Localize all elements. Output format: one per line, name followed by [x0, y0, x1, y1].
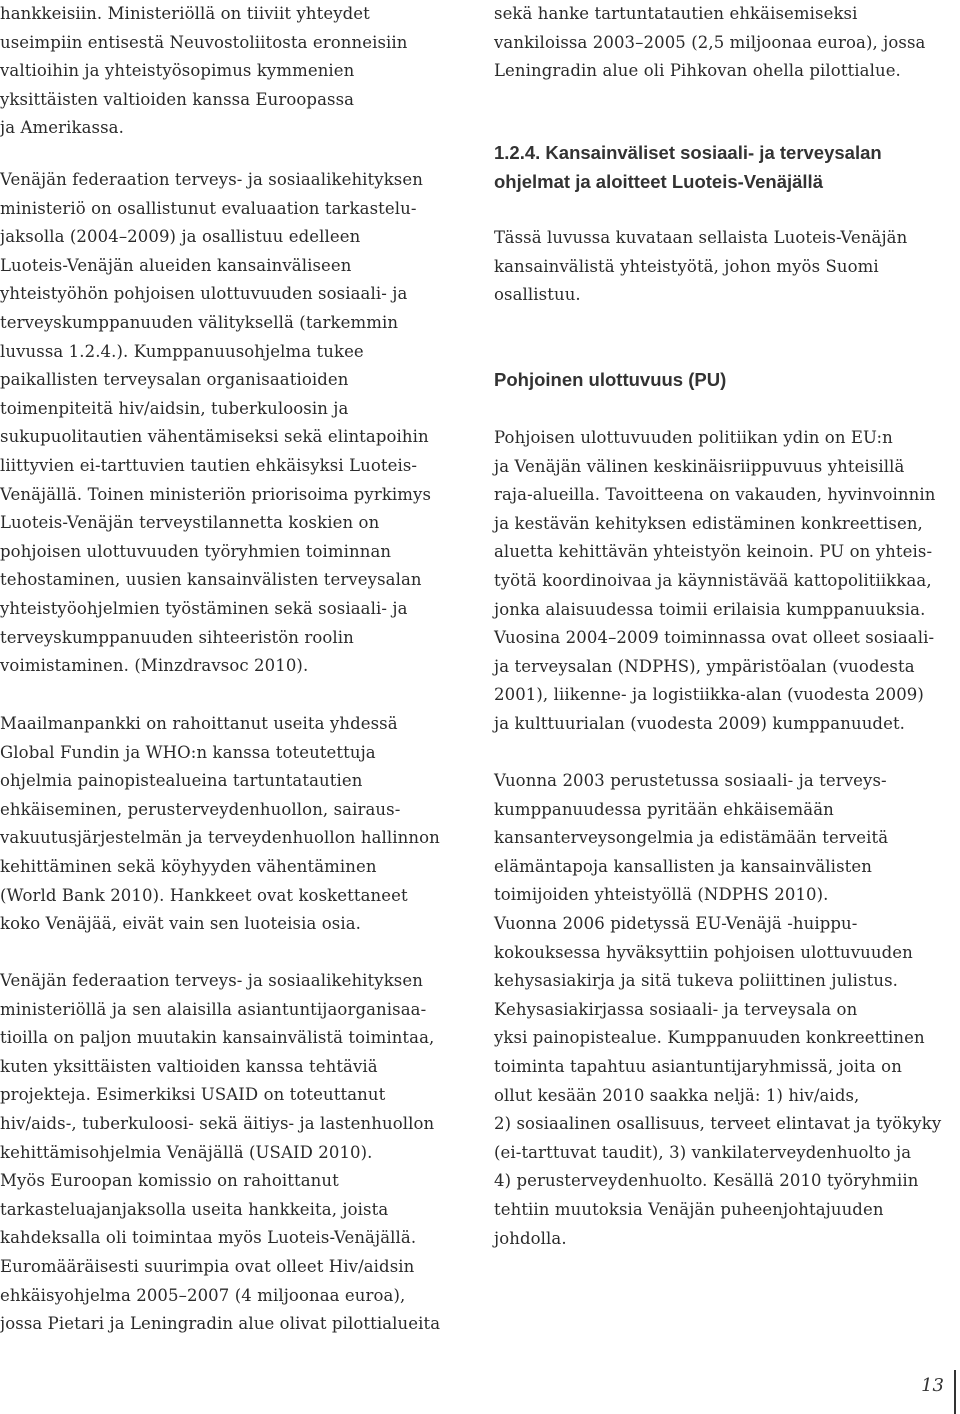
paragraph [0, 166, 431, 681]
text-line: johdolla. [494, 1228, 567, 1248]
text-line: terveyskumppanuuden sihteeristön roolin [0, 627, 354, 647]
paragraph [0, 710, 440, 939]
text-line: Global Fundin ja WHO:n kanssa toteutettuja [0, 742, 376, 762]
text-line: tehtiin muutoksia Venäjän puheenjohtajuuden [494, 1199, 884, 1219]
text-line: Vuonna 2003 perustetussa sosiaali- ja terveys- [494, 771, 887, 790]
text-line: toimenpiteitä hiv/aidsin, tuberkuloosin ja [0, 398, 349, 418]
text-line: jossa Pietari ja Leningradin alue olivat pilottialueita [0, 1314, 441, 1334]
text-line: Vuosina 2004–2009 toiminnassa ovat olleet sosiaali- [494, 628, 935, 648]
text-line: sekä hanke tartuntatautien ehkäisemiseksi [494, 4, 858, 23]
text-line: Vuonna 2006 pidetyssä EU-Venäjä -huippu- [494, 913, 858, 933]
text-line: sukupuolitautien vähentämiseksi sekä elintapoihin [0, 427, 429, 447]
text-line: Myös Euroopan komissio on rahoittanut [0, 1171, 339, 1191]
text-line: Venäjän federaation terveys- ja sosiaalikehityksen [0, 170, 423, 189]
text-line: kansanterveysongelmia ja edistämään terveitä [494, 828, 889, 848]
text-line: aluetta kehittävän yhteistyön keinoin. PU on yhteis- [494, 542, 933, 562]
text-line: ohjelmia painopistealueina tartuntatautien [0, 771, 363, 791]
text-line: hiv/aids-, tuberkuloosi- sekä äitiys- ja lastenhuollon [0, 1113, 435, 1133]
text-line: vankiloissa 2003–2005 (2,5 miljoonaa euroa), jossa [494, 32, 926, 52]
text-line: 4) perusterveydenhuolto. Kesällä 2010 työryhmiin [494, 1171, 919, 1191]
text-line: ministeriö on osallistunut evaluaation tarkastelu- [0, 198, 417, 218]
text-line: ehkäisyohjelma 2005–2007 (4 miljoonaa euroa), [0, 1285, 406, 1305]
text-line: koko Venäjää, eivät vain sen luoteisia osia. [0, 914, 362, 934]
text-line: kuten yksittäisten valtioiden kanssa tehtäviä [0, 1056, 378, 1076]
text-line: ja kestävän kehityksen edistäminen konkreettisen, [494, 513, 923, 533]
text-line: ja Amerikassa. [0, 118, 124, 138]
paragraph [494, 0, 926, 86]
text-line: toiminta tapahtuu asiantuntijaryhmissä, joita on [494, 1056, 902, 1076]
text-line: yhteistyöohjelmien työstäminen sekä sosiaali- ja [0, 598, 408, 618]
section-heading [494, 366, 726, 395]
text-line: jonka alaisuudessa toimii erilaisia kumppanuuksia. [494, 599, 926, 619]
text-line: Venäjällä. Toinen ministeriön priorisoima pyrkimys [0, 484, 432, 504]
text-line: projekteja. Esimerkiksi USAID on toteuttanut [0, 1085, 386, 1105]
text-line: tehostaminen, uusien kansainvälisten terveysalan [0, 570, 422, 590]
page-number-rule [954, 1370, 956, 1414]
text-line: tioilla on paljon muutakin kansainvälistä toimintaa, [0, 1028, 435, 1048]
text-line: Tässä luvussa kuvataan sellaista Luoteis-Venäjän [494, 228, 908, 247]
text-line: yhteistyöhön pohjoisen ulottuvuuden sosiaali- ja [0, 284, 408, 304]
heading-line: ohjelmat ja aloitteet Luoteis-Venäjällä [494, 170, 823, 192]
text-line: ja Venäjän välinen keskinäisriippuvuus yhteisillä [494, 456, 905, 476]
text-line: kansainvälistä yhteistyötä, johon myös Suomi [494, 256, 879, 276]
text-line: useimpiin entisestä Neuvostoliitosta eronneisiin [0, 32, 408, 52]
text-line: Venäjän federaation terveys- ja sosiaalikehityksen [0, 971, 423, 990]
text-line: osallistuu. [494, 285, 581, 305]
text-line: Luoteis-Venäjän terveystilannetta koskien on [0, 513, 380, 533]
text-line: liittyvien ei-tarttuvien tautien ehkäisyksi Luoteis- [0, 455, 418, 475]
section-heading [494, 139, 882, 196]
text-line: yksi painopistealue. Kumppanuuden konkreettinen [494, 1028, 925, 1048]
text-line: kehittäminen sekä köyhyyden vähentäminen [0, 856, 377, 876]
paragraph [0, 0, 408, 143]
text-line: Euromääräisesti suurimpia ovat olleet Hiv/aidsin [0, 1256, 415, 1276]
heading-line: Pohjoinen ulottuvuus (PU) [494, 369, 727, 390]
text-line: ollut kesään 2010 saakka neljä: 1) hiv/aids, [494, 1085, 860, 1105]
text-line: ehkäiseminen, perusterveydenhuollon, sairaus- [0, 799, 401, 819]
text-line: valtioihin ja yhteistyösopimus kymmenien [0, 61, 355, 81]
text-line: terveyskumppanuuden välityksellä (tarkemmin [0, 312, 399, 332]
paragraph [494, 767, 941, 1253]
text-line: voimistaminen. (Minzdravsoc 2010). [0, 656, 309, 676]
text-line: vakuutusjärjestelmän ja terveydenhuollon hallinnon [0, 828, 440, 848]
text-line: kokouksessa hyväksyttiin pohjoisen ulottuvuuden [494, 942, 913, 962]
text-line: yksittäisten valtioiden kanssa Euroopassa [0, 89, 355, 109]
text-line: jaksolla (2004–2009) ja osallistuu edelleen [0, 227, 361, 247]
text-line: (ei-tarttuvat taudit), 3) vankilaterveydenhuolto ja [494, 1142, 912, 1162]
text-line: kahdeksalla oli toimintaa myös Luoteis-Venäjällä. [0, 1228, 417, 1248]
text-line: ministeriöllä ja sen alaisilla asiantuntijaorganisaa- [0, 999, 427, 1019]
text-line: toimijoiden yhteistyöllä (NDPHS 2010). [494, 885, 829, 905]
text-line: 2) sosiaalinen osallisuus, terveet elintavat ja työkyky [494, 1114, 942, 1134]
text-line: Leningradin alue oli Pihkovan ohella pilottialue. [494, 61, 901, 81]
text-line: ja terveysalan (NDPHS), ympäristöalan (vuodesta [494, 656, 915, 676]
text-line: Maailmanpankki on rahoittanut useita yhdessä [0, 714, 398, 733]
text-line: raja-alueilla. Tavoitteena on vakauden, hyvinvoinnin [494, 485, 936, 505]
text-line: (World Bank 2010). Hankkeet ovat koskettaneet [0, 885, 408, 905]
text-line: kehysasiakirja ja sitä tukeva poliittinen julistus. [494, 971, 898, 991]
text-line: paikallisten terveysalan organisaatioiden [0, 370, 349, 390]
text-line: ja kulttuurialan (vuodesta 2009) kumppanuudet. [494, 713, 906, 733]
page-number: 13 [921, 1375, 944, 1396]
text-line: Luoteis-Venäjän alueiden kansainväliseen [0, 255, 352, 275]
paragraph [0, 967, 440, 1339]
paragraph [494, 224, 907, 310]
text-line: Pohjoisen ulottuvuuden politiikan ydin on EU:n [494, 428, 893, 447]
paragraph [494, 424, 935, 739]
text-line: Kehysasiakirjassa sosiaali- ja terveysala on [494, 999, 858, 1019]
text-line: pohjoisen ulottuvuuden työryhmien toiminnan [0, 541, 392, 561]
text-line: työtä koordinoivaa ja käynnistävää kattopolitiikkaa, [494, 570, 932, 590]
heading-line: 1.2.4. Kansainväliset sosiaali- ja terveysalan [494, 142, 882, 163]
text-line: luvussa 1.2.4.). Kumppanuusohjelma tukee [0, 341, 364, 361]
text-line: tarkasteluajanjaksolla useita hankkeita, joista [0, 1199, 389, 1219]
text-line: hankkeisiin. Ministeriöllä on tiiviit yhteydet [0, 4, 370, 23]
text-line: 2001), liikenne- ja logistiikka-alan (vuodesta 2009) [494, 685, 924, 705]
text-line: kehittämisohjelmia Venäjällä (USAID 2010). [0, 1142, 373, 1162]
text-line: kumppanuudessa pyritään ehkäisemään [494, 799, 834, 819]
text-line: elämäntapoja kansallisten ja kansainvälisten [494, 856, 872, 876]
